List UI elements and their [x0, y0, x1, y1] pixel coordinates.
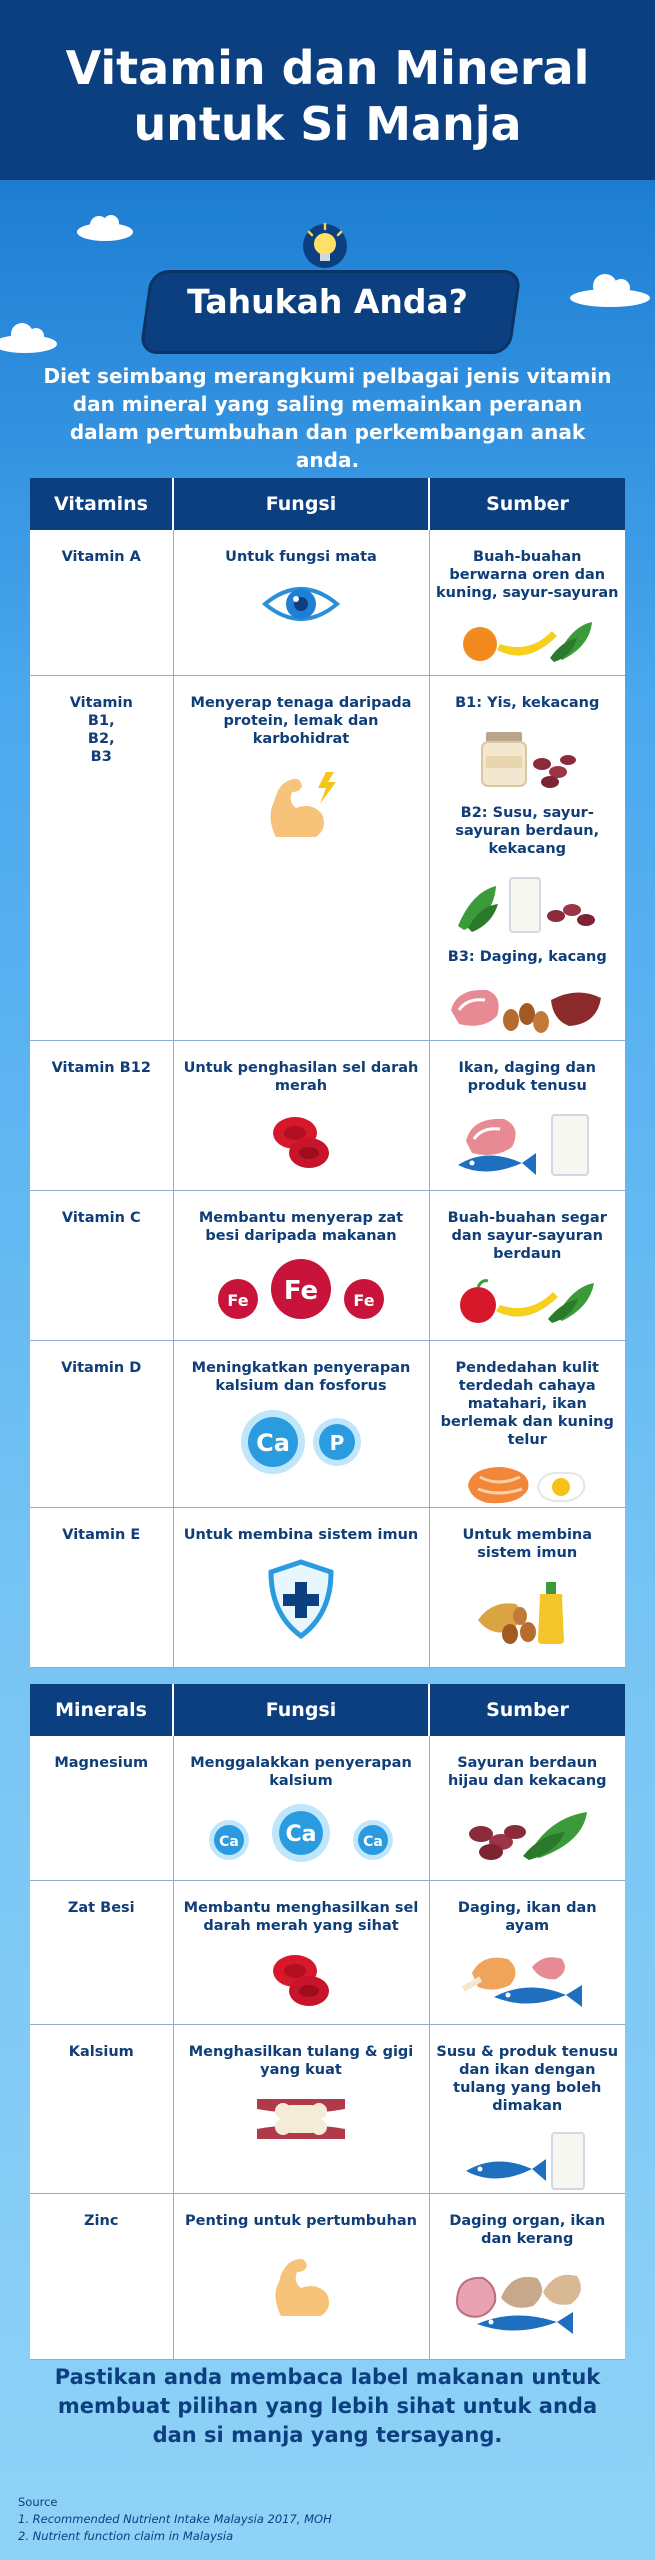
yeast-beans-icon — [472, 726, 582, 790]
column-header: Sumber — [429, 1684, 625, 1736]
table-row — [30, 1190, 625, 1340]
nutrient-function: Menyerap tenaga daripada protein, lemak dan karbohidrat — [173, 675, 429, 1040]
nutrient-function: Membantu menghasilkan sel darah merah yang sihat — [173, 1880, 429, 2024]
svg-text:Fe: Fe — [353, 1290, 375, 1310]
intro-text: Diet seimbang merangkumi pelbagai jenis vitamin dan mineral yang saling memainkan peranan dalam pertumbuhan dan perkembangan anak anda. — [43, 364, 612, 472]
beans-greens-icon — [457, 1804, 597, 1860]
svg-text:Fe: Fe — [227, 1290, 249, 1310]
nutrient-name: Magnesium — [30, 1736, 173, 1880]
red-blood-cell-icon — [261, 1109, 341, 1175]
nutrient-source: B1: Yis, kekacang B2: Susu, sayur-sayuran berdaun, kekacang B3: Daging, kacang — [429, 675, 625, 1040]
table-row — [30, 1736, 625, 1880]
table-row — [30, 675, 625, 1040]
nutrient-name: Vitamin C — [30, 1190, 173, 1340]
cloud-icon — [565, 268, 655, 308]
nutrient-name: Vitamin D — [30, 1340, 173, 1507]
nutrient-name: Vitamin A — [30, 530, 173, 675]
banner-title: Tahukah Anda? — [187, 282, 468, 321]
table-row — [30, 1040, 625, 1190]
nuts-oil-icon — [472, 1576, 582, 1646]
source-label: Source — [18, 2495, 58, 2509]
nutrient-name: Kalsium — [30, 2024, 173, 2193]
fruit-vegetable-icon — [452, 616, 602, 666]
meat-nuts-icon — [447, 980, 607, 1036]
svg-text:Ca: Ca — [256, 1428, 290, 1457]
milk-greens-icon — [452, 872, 602, 934]
nutrient-source: Buah-buahan berwarna oren dan kuning, sayur-sayuran — [429, 530, 625, 675]
calcium-bubbles-icon — [201, 1804, 401, 1862]
footer-note: Pastikan anda membaca label makanan untuk membuat pilihan yang lebih sihat untuk anda dan si manja yang tersayang. — [54, 2365, 601, 2447]
nutrient-source: Pendedahan kulit terdedah cahaya matahari, ikan berlemak dan kuning telur — [429, 1340, 625, 1507]
nutrient-name: Zat Besi — [30, 1880, 173, 2024]
column-header: Sumber — [429, 478, 625, 530]
table-row — [30, 1880, 625, 2024]
table-row — [30, 1340, 625, 1507]
nutrient-source: Sayuran berdaun hijau dan kekacang — [429, 1736, 625, 1880]
svg-text:P: P — [329, 1430, 345, 1455]
source-item: 1. Recommended Nutrient Intake Malaysia 2017, MOH — [18, 2512, 332, 2526]
nutrient-name: Vitamin B1, B2, B3 — [30, 675, 173, 1040]
svg-text:Ca: Ca — [363, 1834, 383, 1850]
nutrient-function: Meningkatkan penyerapan kalsium dan fosforus Ca P — [173, 1340, 429, 1507]
table-row — [30, 1507, 625, 1667]
nutrient-source: Untuk membina sistem imun — [429, 1507, 625, 1667]
cloud-icon — [75, 210, 135, 242]
eye-icon — [261, 580, 341, 628]
muscle-arm-icon — [256, 762, 346, 842]
salmon-egg-icon — [462, 1463, 592, 1507]
cloud-icon — [0, 318, 60, 354]
nutrient-name: Zinc — [30, 2193, 173, 2359]
column-header: Minerals — [30, 1684, 173, 1736]
table-row — [30, 2024, 625, 2193]
muscle-arm-icon — [261, 2244, 341, 2320]
red-blood-cell-icon — [261, 1949, 341, 2013]
nutrient-source: Buah-buahan segar dan sayur-sayuran berdaun — [429, 1190, 625, 1340]
page-title: Vitamin dan Mineral untuk Si Manja — [65, 41, 590, 151]
bone-joint-icon — [253, 2093, 349, 2145]
source-item: 2. Nutrient function claim in Malaysia — [18, 2529, 234, 2543]
nutrient-function: Untuk membina sistem imun — [173, 1507, 429, 1667]
table-header-row — [30, 478, 625, 530]
fish-milk-icon — [462, 2129, 592, 2193]
nutrient-function: Membantu menyerap zat besi daripada makanan Fe Fe Fe — [173, 1190, 429, 1340]
nutrient-source: Daging, ikan dan ayam — [429, 1880, 625, 2024]
organ-fish-shellfish-icon — [447, 2262, 607, 2342]
fruit-vegetable-icon — [452, 1277, 602, 1327]
nutrient-function: Penting untuk pertumbuhan — [173, 2193, 429, 2359]
svg-text:Ca: Ca — [285, 1822, 317, 1847]
nutrient-function: Menggalakkan penyerapan kalsium Ca Ca Ca — [173, 1736, 429, 1880]
column-header: Vitamins — [30, 478, 173, 530]
shield-cross-icon — [265, 1558, 337, 1640]
vitamins-table — [30, 478, 625, 1668]
nutrient-source: Ikan, daging dan produk tenusu — [429, 1040, 625, 1190]
nutrient-function: Untuk penghasilan sel darah merah — [173, 1040, 429, 1190]
nutrient-source: Daging organ, ikan dan kerang — [429, 2193, 625, 2359]
nutrient-name: Vitamin B12 — [30, 1040, 173, 1190]
iron-fe-icon — [216, 1259, 386, 1323]
column-header: Fungsi — [173, 478, 429, 530]
table-row — [30, 530, 625, 675]
nutrient-function: Untuk fungsi mata — [173, 530, 429, 675]
nutrient-function: Menghasilkan tulang & gigi yang kuat — [173, 2024, 429, 2193]
meat-fish-milk-icon — [452, 1109, 602, 1181]
source-section — [18, 2494, 638, 2545]
svg-text:Fe: Fe — [283, 1275, 319, 1306]
nutrient-name: Vitamin E — [30, 1507, 173, 1667]
minerals-table — [30, 1684, 625, 2360]
table-header-row — [30, 1684, 625, 1736]
chicken-fish-icon — [452, 1949, 602, 2013]
calcium-phosphorus-icon — [231, 1409, 371, 1475]
table-row — [30, 2193, 625, 2359]
nutrient-source: Susu & produk tenusu dan ikan dengan tulang yang boleh dimakan — [429, 2024, 625, 2193]
svg-text:Ca: Ca — [219, 1834, 239, 1850]
column-header: Fungsi — [173, 1684, 429, 1736]
